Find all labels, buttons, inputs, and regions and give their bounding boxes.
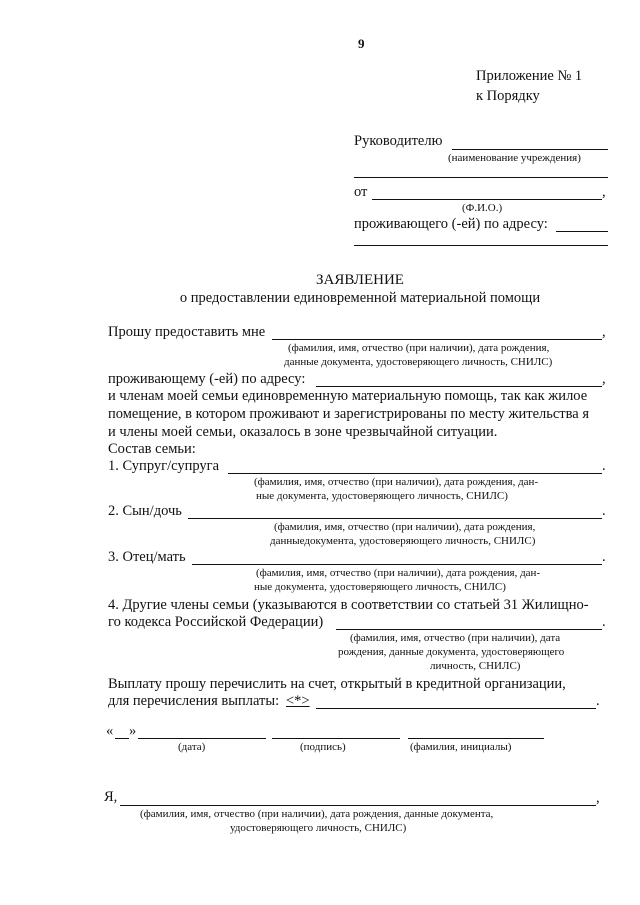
to-label: Руководителю	[354, 133, 443, 149]
paragraph-line-1: и членам моей семьи единовременную материальную помощь, так как жилое	[108, 388, 588, 404]
body-address-comma: ,	[602, 371, 606, 387]
header-address-label: проживающего (-ей) по адресу:	[354, 216, 548, 232]
page-number: 9	[358, 36, 365, 51]
org-name-field-2[interactable]	[354, 177, 608, 178]
document-title: ЗАЯВЛЕНИЕ	[316, 272, 404, 288]
other-line-2: го кодекса Российской Федерации)	[108, 614, 324, 630]
payment-line-2: для перечисления выплаты:	[108, 693, 280, 709]
payment-field[interactable]	[316, 708, 596, 709]
other-field[interactable]	[336, 629, 602, 630]
family-1-label: 1. Супруг/супруга	[108, 458, 220, 474]
appendix-line-1: Приложение № 1	[476, 68, 583, 84]
applicant-caption-2: данные документа, удостоверяющего личность, СНИЛС)	[284, 356, 553, 368]
other-caption-2: рождения, данные документа, удостоверяющего	[338, 646, 565, 658]
consent-caption-2: удостоверяющего личность, СНИЛС)	[230, 822, 407, 834]
payment-footnote-mark: <*>	[286, 693, 310, 709]
family-1-end: .	[602, 458, 606, 474]
consent-caption-1: (фамилия, имя, отчество (при наличии), дата рождения, данные документа,	[140, 808, 494, 820]
family-3-field[interactable]	[192, 564, 602, 565]
from-comma: ,	[602, 184, 606, 200]
request-comma: ,	[602, 324, 606, 340]
document-subtitle: о предоставлении единовременной материальной помощи	[179, 290, 541, 306]
family-2-caption-1: (фамилия, имя, отчество (при наличии), дата рождения,	[274, 521, 536, 533]
family-2-label: 2. Сын/дочь	[108, 503, 182, 519]
family-2-field[interactable]	[188, 518, 602, 519]
other-caption-3: личность, СНИЛС)	[430, 660, 521, 672]
family-2-caption-2: данныедокумента, удостоверяющего личность, СНИЛС)	[270, 535, 536, 547]
family-3-caption-1: (фамилия, имя, отчество (при наличии), дата рождения, дан-	[256, 567, 541, 579]
consent-end: ,	[596, 790, 600, 806]
date-quote-close: »	[129, 723, 137, 739]
date-caption: (дата)	[178, 741, 206, 753]
signature-caption: (подпись)	[300, 741, 346, 753]
appendix-line-2: к Порядку	[476, 88, 540, 104]
header-address-field[interactable]	[556, 231, 608, 232]
request-label: Прошу предоставить мне	[108, 324, 266, 340]
date-field[interactable]	[138, 738, 266, 739]
family-3-caption-2: ные документа, удостоверяющего личность, СНИЛС)	[254, 581, 506, 593]
paragraph-line-2: помещение, в котором проживают и зарегистрированы по месту жительства я	[108, 406, 590, 422]
name-initials-caption: (фамилия, инициалы)	[410, 741, 512, 753]
body-address-field[interactable]	[316, 386, 602, 387]
applicant-field[interactable]	[272, 339, 602, 340]
consent-name-field[interactable]	[120, 805, 596, 806]
consent-label: Я,	[104, 789, 118, 805]
family-1-caption-1: (фамилия, имя, отчество (при наличии), дата рождения, дан-	[254, 476, 539, 488]
family-2-end: .	[602, 503, 606, 519]
fio-field[interactable]	[372, 199, 602, 200]
paragraph-line-3: и члены моей семьи, оказалось в зоне чрезвычайной ситуации.	[108, 424, 498, 440]
date-quote-open: «	[106, 723, 114, 739]
signature-field[interactable]	[272, 738, 400, 739]
from-label: от	[354, 184, 368, 200]
other-end: .	[602, 614, 606, 630]
other-line-1: 4. Другие члены семьи (указываются в соответствии со статьей 31 Жилищно-	[108, 597, 589, 613]
date-day-field[interactable]	[115, 738, 129, 739]
org-name-field[interactable]	[452, 149, 608, 150]
family-label: Состав семьи:	[108, 441, 196, 457]
family-3-end: .	[602, 549, 606, 565]
applicant-caption-1: (фамилия, имя, отчество (при наличии), дата рождения,	[288, 342, 550, 354]
family-3-label: 3. Отец/мать	[108, 549, 186, 565]
payment-line-1: Выплату прошу перечислить на счет, открытый в кредитной организации,	[108, 676, 566, 692]
org-caption: (наименование учреждения)	[448, 152, 581, 164]
fio-caption: (Ф.И.О.)	[462, 202, 503, 214]
family-1-caption-2: ные документа, удостоверяющего личность, СНИЛС)	[256, 490, 508, 502]
body-address-label: проживающему (-ей) по адресу:	[108, 371, 306, 387]
payment-end: .	[596, 693, 600, 709]
name-initials-field[interactable]	[408, 738, 544, 739]
other-caption-1: (фамилия, имя, отчество (при наличии), дата	[350, 632, 561, 644]
header-address-field-2[interactable]	[354, 245, 608, 246]
family-1-field[interactable]	[228, 473, 602, 474]
